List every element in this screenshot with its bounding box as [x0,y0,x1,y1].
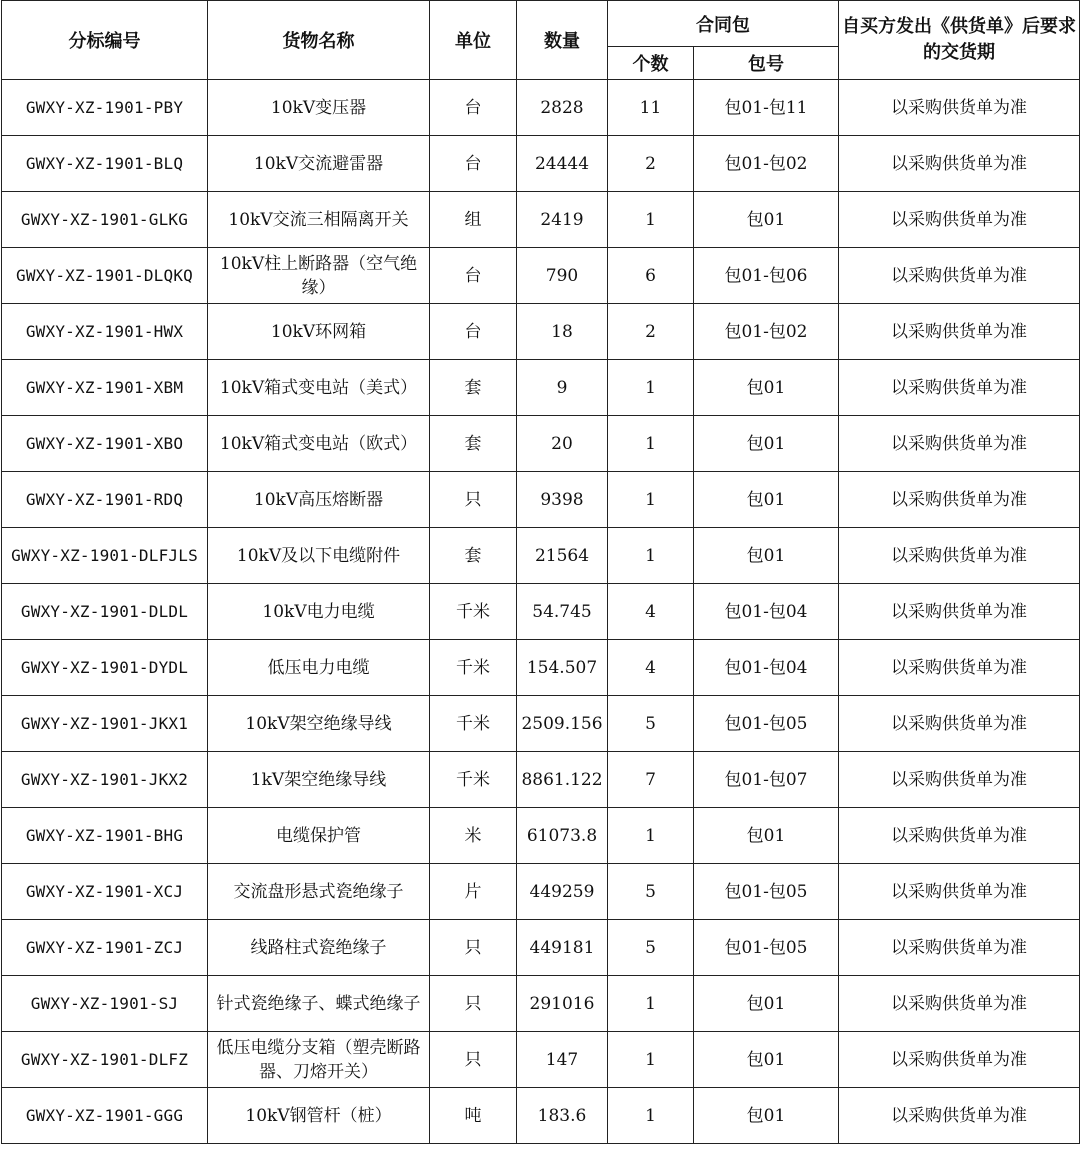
table-row [2,528,1080,584]
cell-unit: 套 [430,528,517,584]
cell-goods-name: 电缆保护管 [208,808,430,864]
cell-delivery-period: 以采购供货单为准 [839,976,1080,1032]
cell-delivery-period: 以采购供货单为准 [839,1088,1080,1144]
goods-table [1,0,1080,1144]
cell-unit: 台 [430,248,517,304]
cell-quantity: 18 [517,304,608,360]
cell-package-count: 5 [608,920,694,976]
cell-delivery-period: 以采购供货单为准 [839,696,1080,752]
cell-package-number: 包01-包04 [694,640,839,696]
cell-quantity: 154.507 [517,640,608,696]
cell-code: GWXY-XZ-1901-DLFJLS [2,528,208,584]
cell-package-number: 包01 [694,360,839,416]
table-row [2,584,1080,640]
cell-goods-name: 线路柱式瓷绝缘子 [208,920,430,976]
cell-unit: 组 [430,192,517,248]
cell-unit: 台 [430,136,517,192]
cell-unit: 只 [430,920,517,976]
table-row [2,192,1080,248]
cell-delivery-period: 以采购供货单为准 [839,80,1080,136]
cell-delivery-period: 以采购供货单为准 [839,640,1080,696]
cell-code: GWXY-XZ-1901-HWX [2,304,208,360]
cell-goods-name: 10kV交流三相隔离开关 [208,192,430,248]
cell-goods-name: 针式瓷绝缘子、蝶式绝缘子 [208,976,430,1032]
cell-package-number: 包01 [694,1088,839,1144]
cell-delivery-period: 以采购供货单为准 [839,584,1080,640]
cell-quantity: 9 [517,360,608,416]
cell-unit: 只 [430,976,517,1032]
cell-code: GWXY-XZ-1901-DLDL [2,584,208,640]
cell-quantity: 21564 [517,528,608,584]
header-contract-package: 合同包 [608,1,839,47]
cell-goods-name: 10kV及以下电缆附件 [208,528,430,584]
cell-quantity: 9398 [517,472,608,528]
cell-package-count: 1 [608,192,694,248]
cell-delivery-period: 以采购供货单为准 [839,1032,1080,1088]
cell-goods-name: 10kV交流避雷器 [208,136,430,192]
cell-package-count: 4 [608,640,694,696]
cell-goods-name: 10kV电力电缆 [208,584,430,640]
cell-quantity: 147 [517,1032,608,1088]
cell-unit: 片 [430,864,517,920]
cell-delivery-period: 以采购供货单为准 [839,528,1080,584]
cell-quantity: 2419 [517,192,608,248]
cell-delivery-period: 以采购供货单为准 [839,360,1080,416]
cell-package-number: 包01-包04 [694,584,839,640]
cell-package-number: 包01-包05 [694,864,839,920]
cell-goods-name: 10kV柱上断路器（空气绝缘） [208,248,430,304]
cell-quantity: 183.6 [517,1088,608,1144]
cell-package-count: 7 [608,752,694,808]
table-row [2,640,1080,696]
cell-goods-name: 低压电缆分支箱（塑壳断路器、刀熔开关） [208,1032,430,1088]
cell-package-number: 包01-包05 [694,920,839,976]
cell-delivery-period: 以采购供货单为准 [839,304,1080,360]
cell-goods-name: 10kV箱式变电站（美式） [208,360,430,416]
cell-delivery-period: 以采购供货单为准 [839,416,1080,472]
cell-package-count: 6 [608,248,694,304]
cell-package-number: 包01 [694,472,839,528]
cell-goods-name: 1kV架空绝缘导线 [208,752,430,808]
cell-package-number: 包01-包07 [694,752,839,808]
cell-delivery-period: 以采购供货单为准 [839,248,1080,304]
cell-unit: 千米 [430,584,517,640]
cell-goods-name: 10kV架空绝缘导线 [208,696,430,752]
cell-code: GWXY-XZ-1901-DYDL [2,640,208,696]
table-row [2,752,1080,808]
cell-delivery-period: 以采购供货单为准 [839,864,1080,920]
cell-quantity: 61073.8 [517,808,608,864]
table-row [2,360,1080,416]
table-row [2,416,1080,472]
cell-code: GWXY-XZ-1901-DLQKQ [2,248,208,304]
header-delivery-period: 自买方发出《供货单》后要求的交货期 [839,1,1080,80]
cell-code: GWXY-XZ-1901-SJ [2,976,208,1032]
cell-goods-name: 10kV变压器 [208,80,430,136]
cell-unit: 台 [430,80,517,136]
cell-unit: 台 [430,304,517,360]
cell-package-count: 11 [608,80,694,136]
table-row [2,864,1080,920]
cell-goods-name: 交流盘形悬式瓷绝缘子 [208,864,430,920]
cell-code: GWXY-XZ-1901-BHG [2,808,208,864]
cell-delivery-period: 以采购供货单为准 [839,192,1080,248]
cell-quantity: 291016 [517,976,608,1032]
cell-quantity: 8861.122 [517,752,608,808]
header-code: 分标编号 [2,1,208,80]
cell-package-number: 包01 [694,192,839,248]
table-row [2,1088,1080,1144]
cell-goods-name: 10kV高压熔断器 [208,472,430,528]
cell-package-number: 包01 [694,976,839,1032]
cell-unit: 套 [430,360,517,416]
cell-code: GWXY-XZ-1901-DLFZ [2,1032,208,1088]
header-unit: 单位 [430,1,517,80]
cell-quantity: 449181 [517,920,608,976]
cell-goods-name: 低压电力电缆 [208,640,430,696]
header-quantity: 数量 [517,1,608,80]
cell-code: GWXY-XZ-1901-JKX1 [2,696,208,752]
cell-package-count: 4 [608,584,694,640]
header-package-number: 包号 [694,47,839,80]
cell-package-count: 1 [608,1032,694,1088]
cell-package-count: 2 [608,136,694,192]
cell-code: GWXY-XZ-1901-BLQ [2,136,208,192]
cell-unit: 千米 [430,696,517,752]
table-row [2,472,1080,528]
cell-package-number: 包01 [694,528,839,584]
table-row [2,920,1080,976]
cell-package-count: 1 [608,416,694,472]
cell-package-count: 5 [608,696,694,752]
cell-quantity: 20 [517,416,608,472]
table-row [2,136,1080,192]
table-row [2,248,1080,304]
cell-quantity: 790 [517,248,608,304]
cell-code: GWXY-XZ-1901-RDQ [2,472,208,528]
header-name: 货物名称 [208,1,430,80]
cell-code: GWXY-XZ-1901-GLKG [2,192,208,248]
cell-package-number: 包01-包02 [694,304,839,360]
cell-package-number: 包01 [694,808,839,864]
table-row [2,80,1080,136]
cell-unit: 只 [430,472,517,528]
cell-unit: 米 [430,808,517,864]
header-package-count: 个数 [608,47,694,80]
cell-quantity: 2509.156 [517,696,608,752]
cell-package-number: 包01 [694,416,839,472]
cell-code: GWXY-XZ-1901-GGG [2,1088,208,1144]
cell-goods-name: 10kV钢管杆（桩） [208,1088,430,1144]
cell-quantity: 24444 [517,136,608,192]
cell-code: GWXY-XZ-1901-XBM [2,360,208,416]
cell-delivery-period: 以采购供货单为准 [839,472,1080,528]
table-row [2,808,1080,864]
cell-code: GWXY-XZ-1901-JKX2 [2,752,208,808]
cell-package-count: 1 [608,360,694,416]
cell-unit: 套 [430,416,517,472]
cell-package-number: 包01-包11 [694,80,839,136]
cell-code: GWXY-XZ-1901-XCJ [2,864,208,920]
cell-delivery-period: 以采购供货单为准 [839,752,1080,808]
cell-package-number: 包01-包02 [694,136,839,192]
cell-code: GWXY-XZ-1901-PBY [2,80,208,136]
cell-goods-name: 10kV箱式变电站（欧式） [208,416,430,472]
cell-package-count: 1 [608,976,694,1032]
cell-package-count: 1 [608,472,694,528]
cell-package-count: 1 [608,528,694,584]
table-row [2,1032,1080,1088]
cell-unit: 千米 [430,640,517,696]
cell-unit: 千米 [430,752,517,808]
cell-quantity: 449259 [517,864,608,920]
cell-delivery-period: 以采购供货单为准 [839,920,1080,976]
cell-package-number: 包01-包06 [694,248,839,304]
cell-goods-name: 10kV环网箱 [208,304,430,360]
table-row [2,976,1080,1032]
cell-package-count: 5 [608,864,694,920]
cell-quantity: 2828 [517,80,608,136]
cell-unit: 只 [430,1032,517,1088]
cell-package-number: 包01 [694,1032,839,1088]
cell-package-count: 2 [608,304,694,360]
cell-code: GWXY-XZ-1901-ZCJ [2,920,208,976]
cell-delivery-period: 以采购供货单为准 [839,136,1080,192]
cell-delivery-period: 以采购供货单为准 [839,808,1080,864]
cell-package-count: 1 [608,808,694,864]
cell-code: GWXY-XZ-1901-XBO [2,416,208,472]
table-row [2,696,1080,752]
cell-quantity: 54.745 [517,584,608,640]
cell-package-count: 1 [608,1088,694,1144]
cell-package-number: 包01-包05 [694,696,839,752]
table-row [2,304,1080,360]
cell-unit: 吨 [430,1088,517,1144]
